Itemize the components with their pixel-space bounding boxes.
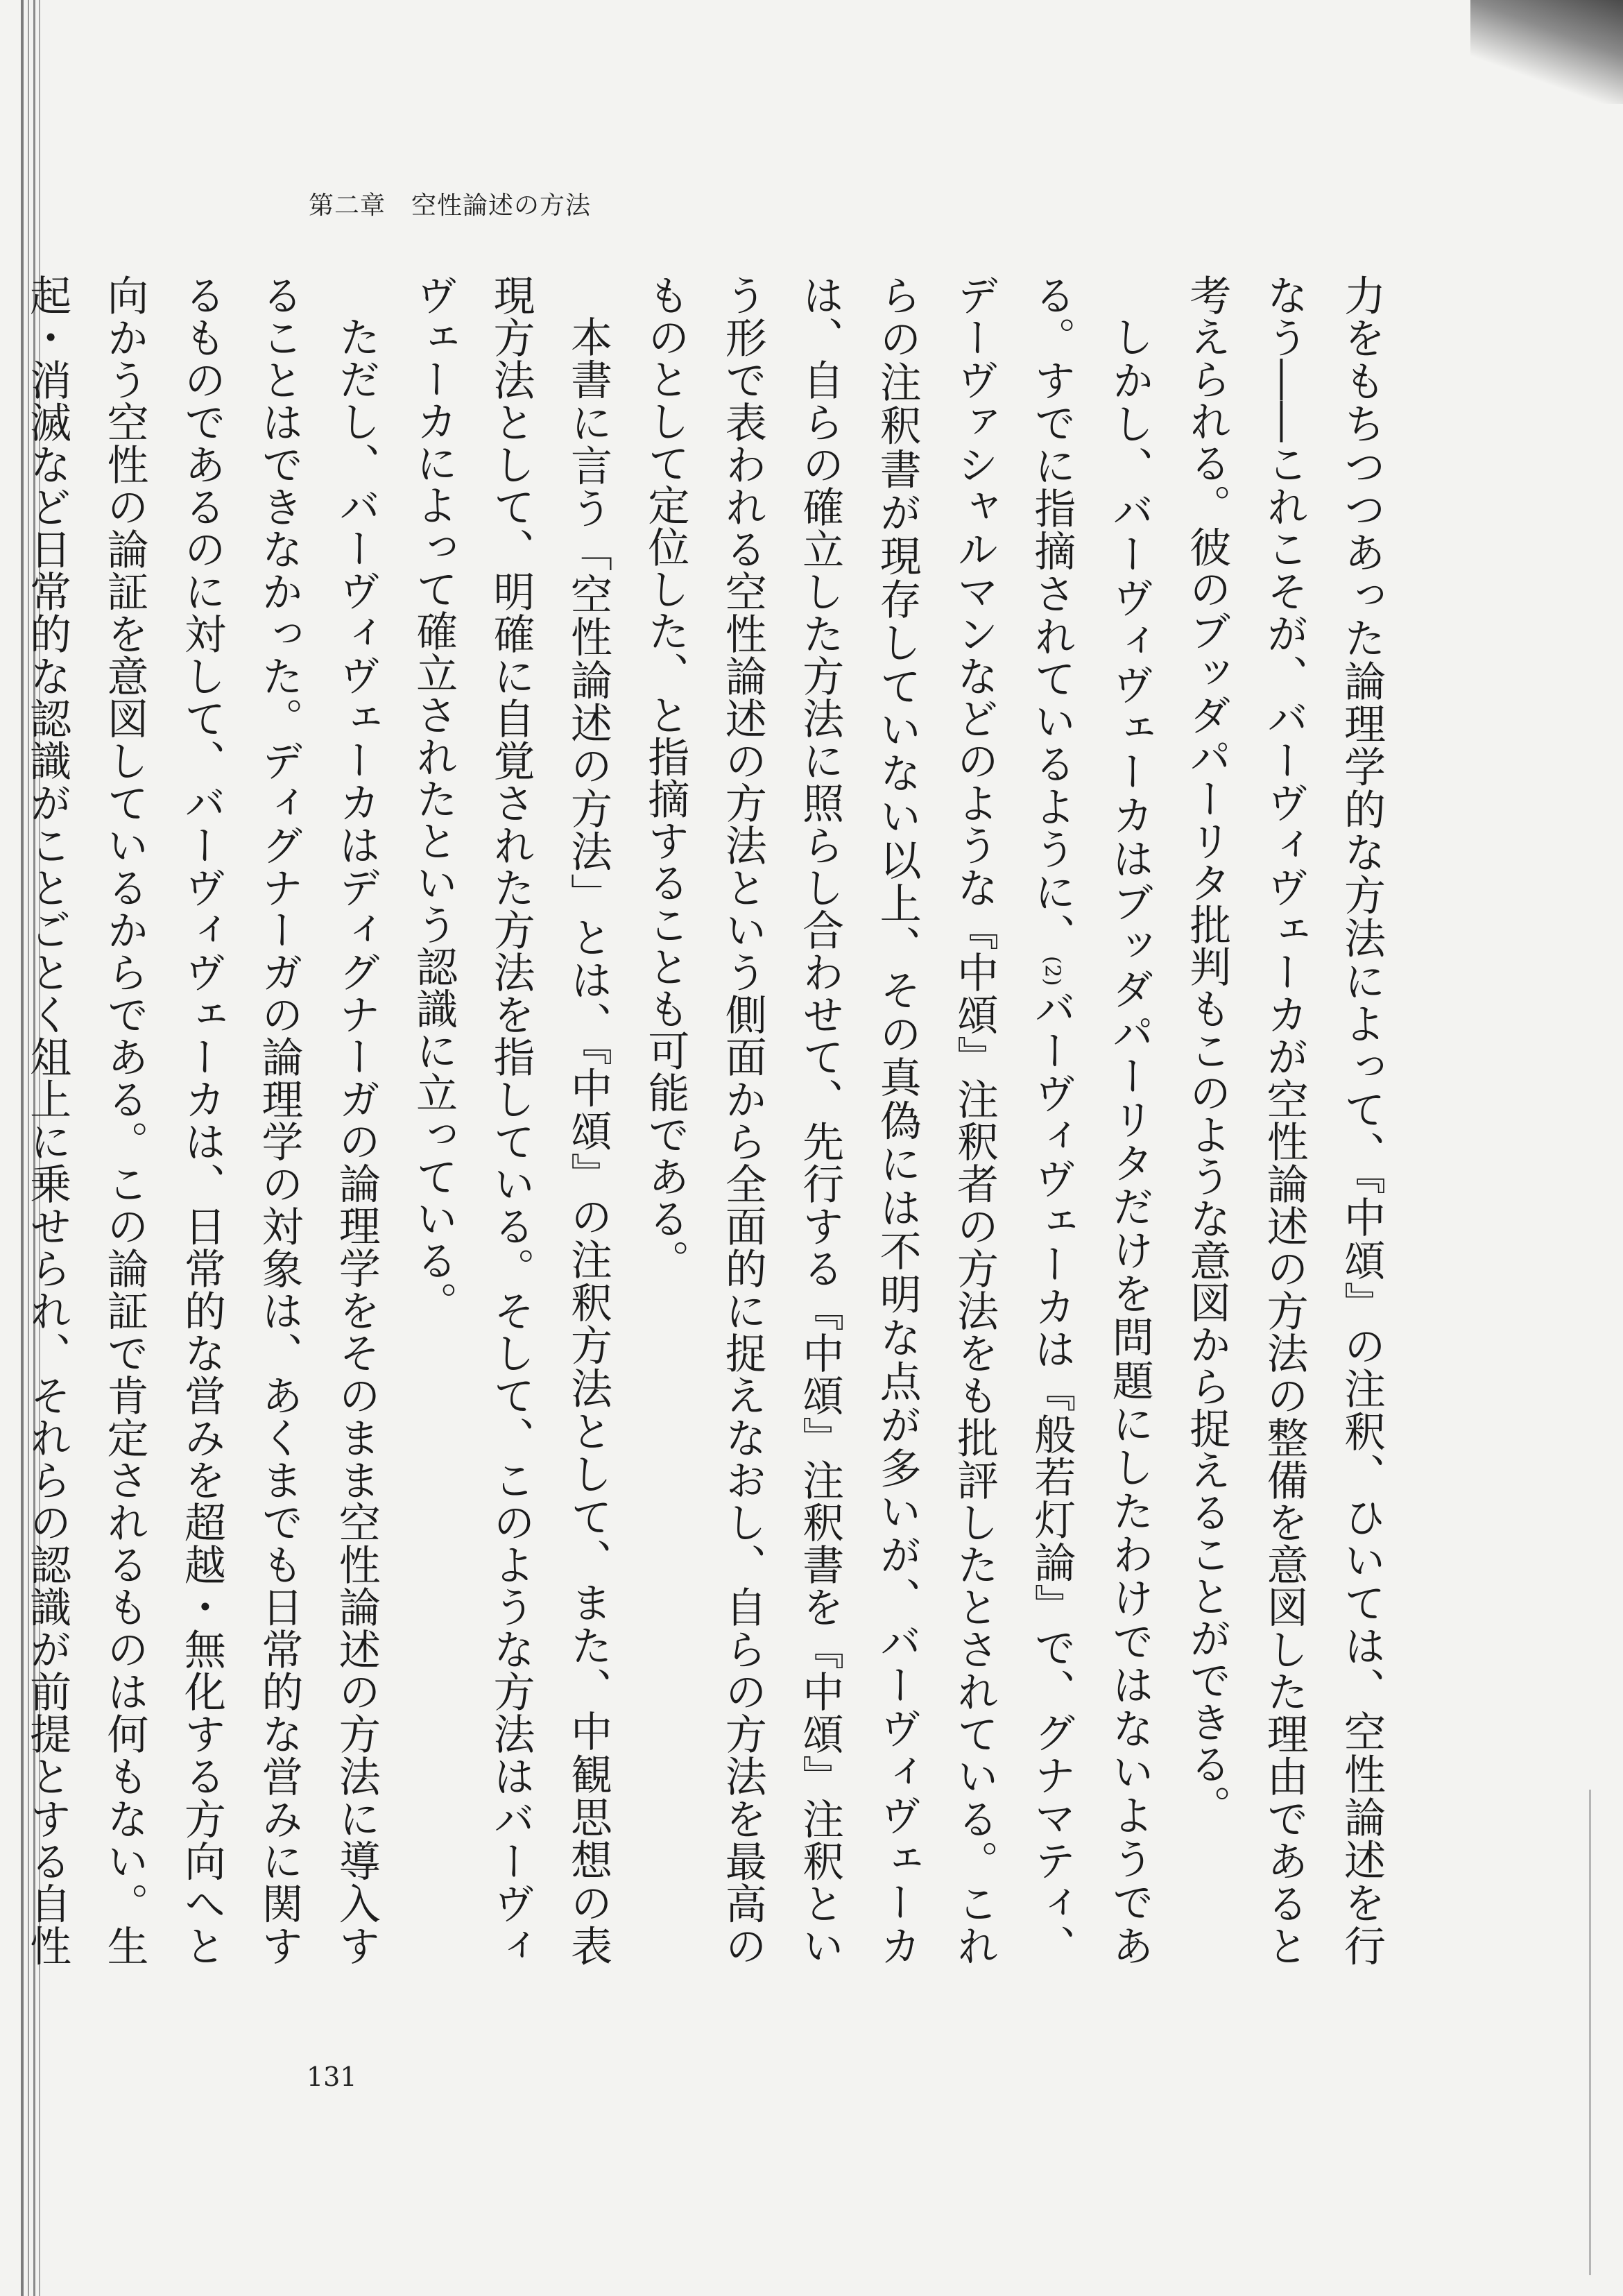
body-text: [23, 274, 1400, 1967]
paragraph: 力をもちつつあった論理学的な方法によって、『中頌』の注釈、ひいては、空性論述を行なう――これこそが、バーヴィヴェーカが空性論述の方法の整備を意図した理由であると考えられる。彼のブッダパーリタ批判もこのような意図から捉えることができる。: [1183, 274, 1386, 1967]
note-reference: (2): [1040, 955, 1065, 986]
scan-right-edge-line: [1589, 1790, 1591, 2275]
paragraph: ただし、バーヴィヴェーカはディグナーガの論理学をそのまま空性論述の方法に導入することはできなかった。ディグナーガの論理学の対象は、あくまでも日常的な営みに関するものであるのに対して、バーヴィヴェーカは、日常的な営みを超越・無化する方向へと向かう空性の論証を意図しているからである。この論証で肯定されるものは何もない。生起・消滅など日常的な認識がことごとく俎上に乗せられ、それらの認識が前提とする自性: [23, 274, 381, 1967]
scan-corner-shadow: [1470, 0, 1623, 104]
page-number: 131: [307, 2062, 357, 2092]
paragraph: 本書に言う「空性論述の方法」とは、『中頌』の注釈方法として、また、中観思想の表現方法として、明確に自覚された方法を指している。そして、このような方法はバーヴィヴェーカによって確立されたという認識に立っている。: [409, 274, 612, 1967]
paragraph: [626, 274, 1168, 1967]
running-head: 第二章 空性論述の方法: [309, 191, 592, 220]
paragraph-text: バーヴィヴェーカは『般若灯論』で、グナマティ、デーヴァシャルマンなどのような『中頌』注釈者の方法をも批評したとされている。これらの注釈書が現存していない以上、その真偽には不明な点が多いが、バーヴィヴェーカは、自らの確立した方法に照らし合わせて、先行する『中頌』注釈書を『中頌』注釈という形で表われる空性論述の方法という側面から全面的に捉えなおし、自らの方法を最高のものとして定位した、と指摘することも可能である。: [641, 274, 1076, 1967]
paragraph-text: しかし、バーヴィヴェーカはブッダパーリタだけを問題にしたわけではないようである。すでに指摘されているように、: [1027, 274, 1154, 1967]
